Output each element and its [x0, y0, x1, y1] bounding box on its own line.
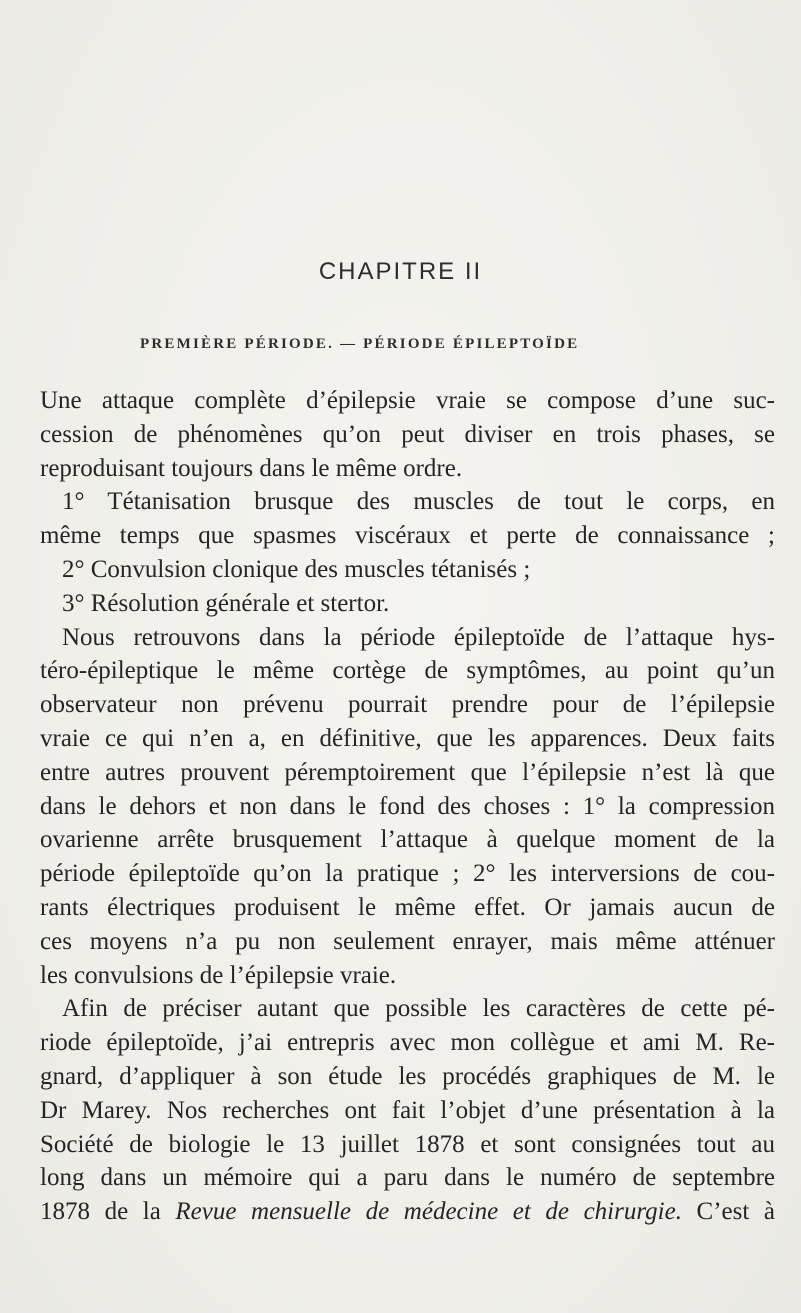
text-line: Dr Marey. Nos recherches ont fait l’objet d’une présentation à la	[40, 1096, 775, 1124]
text-line-last	[40, 1195, 775, 1229]
section-heading: PREMIÈRE PÉRIODE. — PÉRIODE ÉPILEPTOÏDE	[140, 336, 580, 352]
text-line: reproduisant toujours dans le même ordre.	[40, 454, 463, 482]
journal-title: Revue mensuelle de médecine et de chirurgie.	[175, 1198, 682, 1226]
text-line: gnard, d’appliquer à son étude les procédés graphiques de M. le	[40, 1062, 775, 1090]
text-line-last-start: 1878 de la	[40, 1198, 176, 1226]
text-line: Nous retrouvons dans la période épileptoïde de l’attaque hys-	[62, 623, 775, 651]
text-line: ces moyens n’a pu non seulement enrayer, mais même atténuer	[40, 927, 775, 955]
text-line: 2° Convulsion clonique des muscles tétanisés ;	[62, 555, 531, 583]
text-line: 1° Tétanisation brusque des muscles de tout le corps, en	[62, 488, 775, 516]
text-line: rants électriques produisent le même effet. Or jamais aucun de	[40, 893, 775, 921]
text-line: vraie ce qui n’en a, en définitive, que les apparences. Deux faits	[40, 724, 775, 752]
text-line: cession de phénomènes qu’on peut diviser en trois phases, se	[40, 420, 775, 448]
text-line: les convulsions de l’épilepsie vraie.	[40, 961, 397, 989]
text-line: Une attaque complète d’épilepsie vraie se compose d’une suc-	[40, 387, 775, 414]
text-line: téro-épileptique le même cortège de symptômes, au point qu’un	[40, 657, 775, 685]
text-line: Société de biologie le 13 juillet 1878 et sont consignées tout au	[40, 1130, 775, 1158]
text-line: dans le dehors et non dans le fond des choses : 1° la compression	[40, 792, 775, 820]
chapter-title: CHAPITRE II	[318, 258, 483, 285]
text-line: période épileptoïde qu’on la pratique ; 2° les interversions de cou-	[40, 860, 775, 888]
text-line-last-end: C’est à	[681, 1198, 775, 1226]
text-line: 3° Résolution générale et stertor.	[62, 589, 390, 617]
text-line: même temps que spasmes viscéraux et perte de connaissance ;	[40, 522, 775, 550]
text-line: Afin de préciser autant que possible les caractères de cette pé-	[62, 995, 775, 1023]
text-line: ovarienne arrête brusquement l’attaque à quelque moment de la	[40, 826, 775, 854]
body-text	[40, 384, 775, 1229]
text-line: observateur non prévenu pourrait prendre pour de l’épilepsie	[40, 691, 775, 719]
text-line: riode épileptoïde, j’ai entrepris avec mon collègue et ami M. Re-	[40, 1029, 775, 1057]
text-line: long dans un mémoire qui a paru dans le numéro de septembre	[40, 1164, 775, 1192]
text-line: entre autres prouvent péremptoirement que l’épilepsie n’est là que	[40, 758, 775, 786]
